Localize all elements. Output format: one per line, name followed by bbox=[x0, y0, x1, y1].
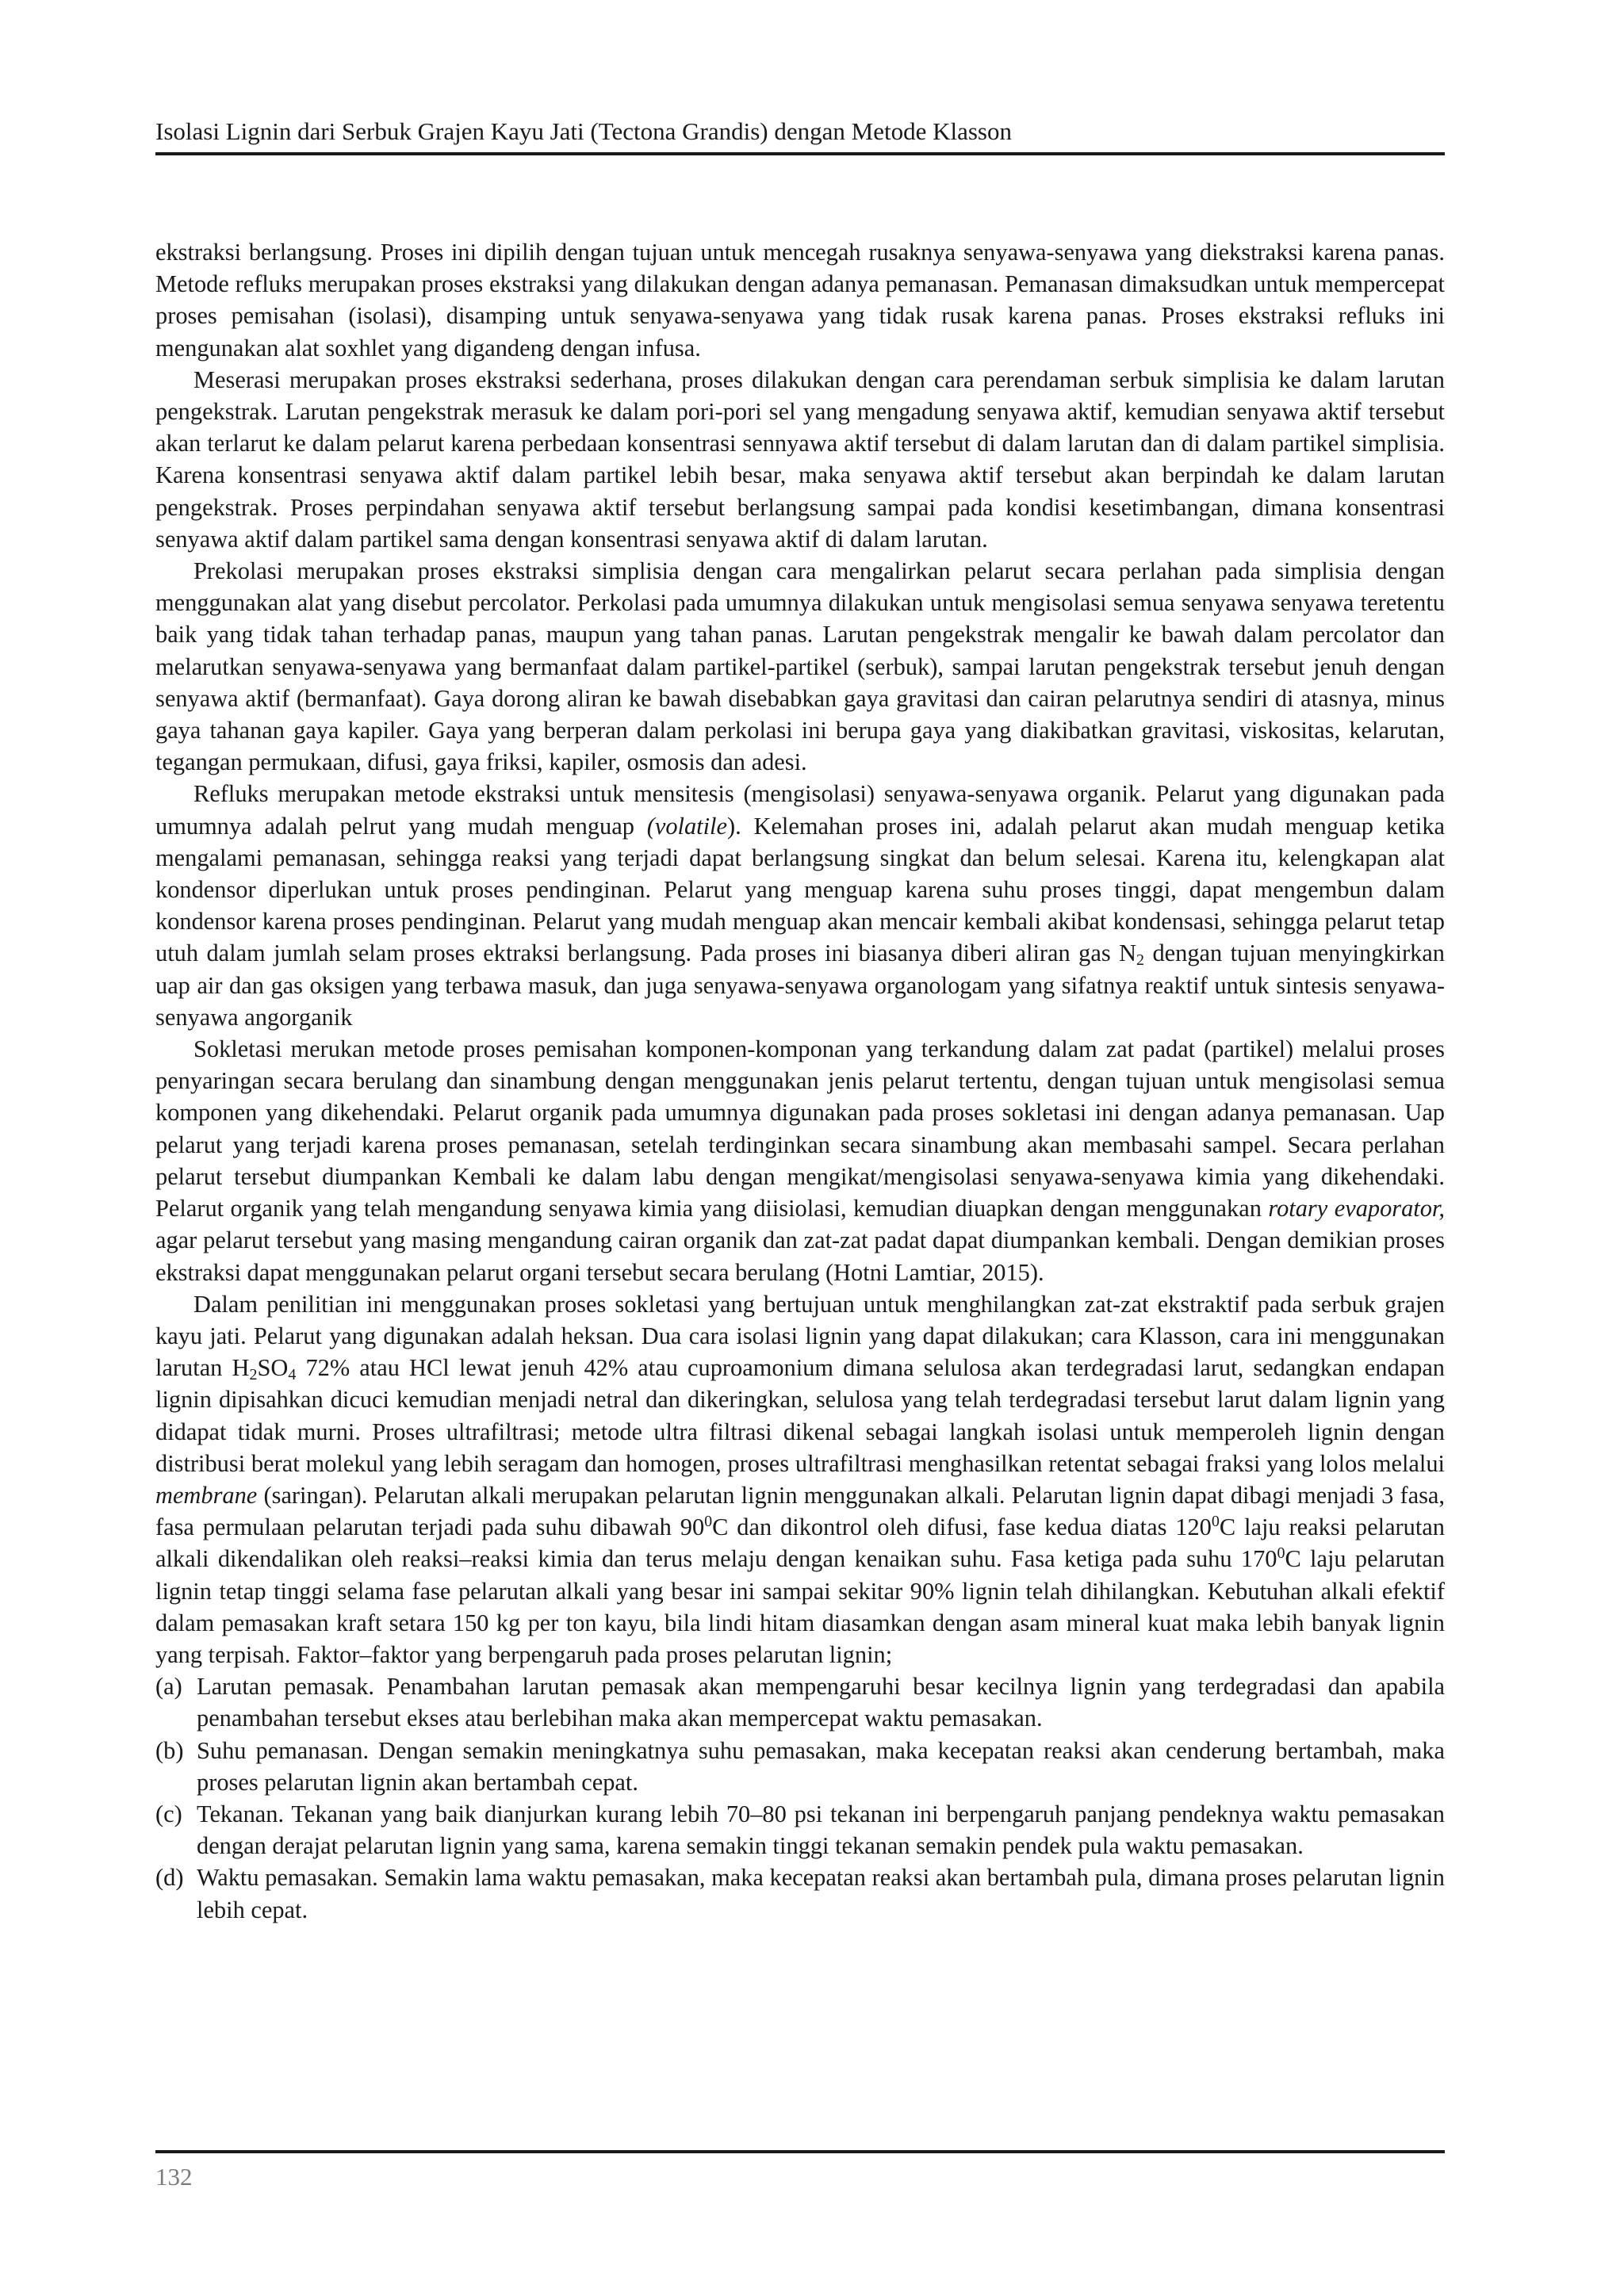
article-body bbox=[155, 236, 1445, 1926]
list-marker: (d) bbox=[155, 1864, 184, 1892]
paragraph-percolation: Prekolasi merupakan proses ekstraksi simplisia dengan cara mengalirkan pelarut secara perlahan pada simplisia dengan menggunakan alat yang disebut percolator. Perkolasi pada umumnya dilakukan untuk mengisolasi semua senyawa senyawa teretentu baik yang tidak tahan terhadap panas, maupun yang tahan panas. Larutan pengekstrak mengalir ke bawah dalam percolator dan melarutkan senyawa-senyawa yang bermanfaat dalam partikel-partikel (serbuk), sampai larutan pengekstrak tersebut jenuh dengan senyawa aktif (bermanfaat). Gaya dorong aliran ke bawah disebabkan gaya gravitasi dan cairan pelarutnya sendiri di atasnya, minus gaya tahanan gaya kapiler. Gaya yang berperan dalam perkolasi ini berupa gaya yang diakibatkan gravitasi, viskositas, kelarutan, tegangan permukaan, difusi, gaya friksi, kapiler, osmosis dan adesi. bbox=[155, 557, 1445, 776]
paragraph-research-method: Dalam penilitian ini menggunakan proses sokletasi yang bertujuan untuk menghilangkan zat-zat ekstraktif pada serbuk grajen kayu jati. Pelarut yang digunakan adalah heksan. Dua cara isolasi lignin yang dapat dilakukan; cara Klasson, cara ini menggunakan larutan $H_2SO_4$ 72% atau HCl lewat jenuh 42% atau cuproamonium dimana selulosa akan terdegradasi larut, sedangkan endapan lignin dipisahkan dicuci kemudian menjadi netral dan dikeringkan, selulosa yang telah terdegradasi tersebut larut dalam lignin yang didapat tidak murni. Proses ultrafiltrasi; metode ultra filtrasi dikenal sebagai langkah isolasi untuk memperoleh lignin dengan distribusi berat molekul yang lebih seragam dan homogen, proses ultrafiltrasi menghasilkan retentat sebagai fraksi yang lolos melalui membrane (saringan). Pelarutan alkali merupakan pelarutan lignin menggunakan alkali. Pelarutan lignin dapat dibagi menjadi 3 fasa, fasa permulaan pelarutan terjadi pada suhu dibawah $90^0C$ dan dikontrol oleh difusi, fase kedua diatas $120^0C$ laju reaksi pelarutan alkali dikendalikan oleh reaksi–reaksi kimia dan terus melaju dengan kenaikan suhu. Fasa ketiga pada suhu $170^0C$ laju pelarutan lignin tetap tinggi selama fase pelarutan alkali yang besar ini sampai sekitar 90% lignin telah dihilangkan. Kebutuhan alkali efektif dalam pemasakan kraft setara 150 kg per ton kayu, bila lindi hitam diasamkan dengan asam mineral kuat maka lebih banyak lignin yang terpisah. Faktor–faktor yang berpengaruh pada proses pelarutan lignin; bbox=[155, 1290, 1446, 1668]
list-marker: (a) bbox=[155, 1673, 182, 1701]
italic-term-volatile: (volatile bbox=[646, 812, 727, 840]
paragraph-reflux: Refluks merupakan metode ekstraksi untuk mensitesis (mengisolasi) senyawa-senyawa organik. Pelarut yang digunakan pada umumnya adalah pelrut yang mudah menguap (volatile). Kelemahan proses ini, adalah pelarut akan mudah menguap ketika mengalami pemanasan, sehingga reaksi yang terjadi dapat berlangsung singkat dan belum selesai. Karena itu, kelengkapan alat kondensor diperlukan untuk proses pendinginan. Pelarut yang menguap karena suhu proses tinggi, dapat mengembun dalam kondensor karena proses pendinginan. Pelarut yang mudah menguap akan mencair kembali akibat kondensasi, sehingga pelarut tetap utuh dalam jumlah selam proses ektraksi berlangsung. Pada proses ini biasanya diberi aliran gas $N_2$ dengan tujuan menyingkirkan uap air dan gas oksigen yang terbawa masuk, dan juga senyawa-senyawa organologam yang sifatnya reaktif untuk sintesis senyawa-senyawa angorganik bbox=[155, 780, 1446, 1031]
paragraph-extraction-continuation: ekstraksi berlangsung. Proses ini dipilih dengan tujuan untuk mencegah rusaknya senyawa-senyawa yang diekstraksi karena panas. Metode refluks merupakan proses ekstraksi yang dilakukan dengan adanya pemanasan. Pemanasan dimaksudkan untuk mempercepat proses pemisahan (isolasi), disamping untuk senyawa-senyawa yang tidak rusak karena panas. Proses ekstraksi refluks ini mengunakan alat soxhlet yang digandeng dengan infusa. bbox=[155, 239, 1445, 362]
paragraph-soxhletation: Sokletasi merukan metode proses pemisahan komponen-komponan yang terkandung dalam zat padat (partikel) melalui proses penyaringan secara berulang dan sinambung dengan menggunakan jenis pelarut tertentu, dengan tujuan untuk mengisolasi semua komponen yang dikehendaki. Pelarut organik pada umumnya digunakan pada proses sokletasi ini dengan adanya pemanasan. Uap pelarut yang terjadi karena proses pemanasan, setelah terdinginkan secara sinambung akan membasahi sampel. Secara perlahan pelarut tersebut diumpankan Kembali ke dalam labu dengan mengikat/mengisolasi senyawa-senyawa kimia yang dikehendaki. Pelarut organik yang telah mengandung senyawa kimia yang diisiolasi, kemudian diuapkan dengan menggunakan rotary evaporator, agar pelarut tersebut yang masing mengandung cairan organik dan zat-zat padat dapat diumpankan kembali. Dengan demikian proses ekstraksi dapat menggunakan pelarut organi tersebut secara berulang (Hotni Lamtiar, 2015). bbox=[155, 1035, 1445, 1286]
factor-list bbox=[155, 1670, 1445, 1926]
paragraph-maceration: Meserasi merupakan proses ekstraksi sederhana, proses dilakukan dengan cara perendaman serbuk simplisia ke dalam larutan pengekstrak. Larutan pengekstrak merasuk ke dalam pori-pori sel yang mengadung senyawa aktif, kemudian senyawa aktif tersebut akan terlarut ke dalam pelarut karena perbedaan konsentrasi sennyawa aktif tersebut di dalam larutan dan di dalam partikel simplisia. Karena konsentrasi senyawa aktif dalam partikel lebih besar, maka senyawa aktif tersebut akan berpindah ke dalam larutan pengekstrak. Proses perpindahan senyawa aktif tersebut berlangsung sampai pada kondisi kesetimbangan, dimana konsentrasi senyawa aktif dalam partikel sama dengan konsentrasi senyawa aktif di dalam larutan. bbox=[155, 365, 1445, 553]
list-item-text: Suhu pemanasan. Dengan semakin meningkatnya suhu pemasakan, maka kecepatan reaksi akan cenderung bertambah, maka proses pelarutan lignin akan bertambah cepat. bbox=[197, 1736, 1445, 1796]
page-number: 132 bbox=[155, 2163, 193, 2191]
list-marker: (c) bbox=[155, 1800, 182, 1827]
list-item bbox=[155, 1798, 1445, 1862]
list-item-text: Waktu pemasakan. Semakin lama waktu pemasakan, maka kecepatan reaksi akan bertambah pula, dimana proses pelarutan lignin lebih cepat. bbox=[197, 1864, 1445, 1923]
italic-term-rotary-evaporator: rotary evaporator, bbox=[1268, 1195, 1445, 1223]
list-marker: (b) bbox=[155, 1736, 184, 1764]
subscript: 2 bbox=[249, 1366, 258, 1384]
list-item bbox=[155, 1735, 1445, 1798]
subscript: 4 bbox=[288, 1366, 297, 1384]
footer-rule bbox=[155, 2150, 1445, 2153]
list-item-text: Tekanan. Tekanan yang baik dianjurkan kurang lebih 70–80 psi tekanan ini berpengaruh panjang pendeknya waktu pemasakan dengan derajat pelarutan lignin yang sama, karena semakin tinggi tekanan semakin pendek pula waktu pemasakan. bbox=[197, 1800, 1445, 1860]
subscript: 2 bbox=[1136, 951, 1145, 970]
header-rule bbox=[155, 152, 1445, 155]
list-item bbox=[155, 1670, 1445, 1734]
italic-term-membrane: membrane bbox=[155, 1481, 258, 1509]
superscript: 0 bbox=[1277, 1544, 1285, 1563]
list-item-text: Larutan pemasak. Penambahan larutan pemasak akan mempengaruhi besar kecilnya lignin yang terdegradasi dan apabila penambahan tersebut ekses atau berlebihan maka akan mempercepat waktu pemasakan. bbox=[197, 1673, 1445, 1732]
superscript: 0 bbox=[704, 1513, 713, 1531]
list-item bbox=[155, 1862, 1445, 1925]
superscript: 0 bbox=[1211, 1513, 1220, 1531]
running-title: Isolasi Lignin dari Serbuk Grajen Kayu Jati (Tectona Grandis) dengan Metode Klasson bbox=[155, 117, 1012, 145]
